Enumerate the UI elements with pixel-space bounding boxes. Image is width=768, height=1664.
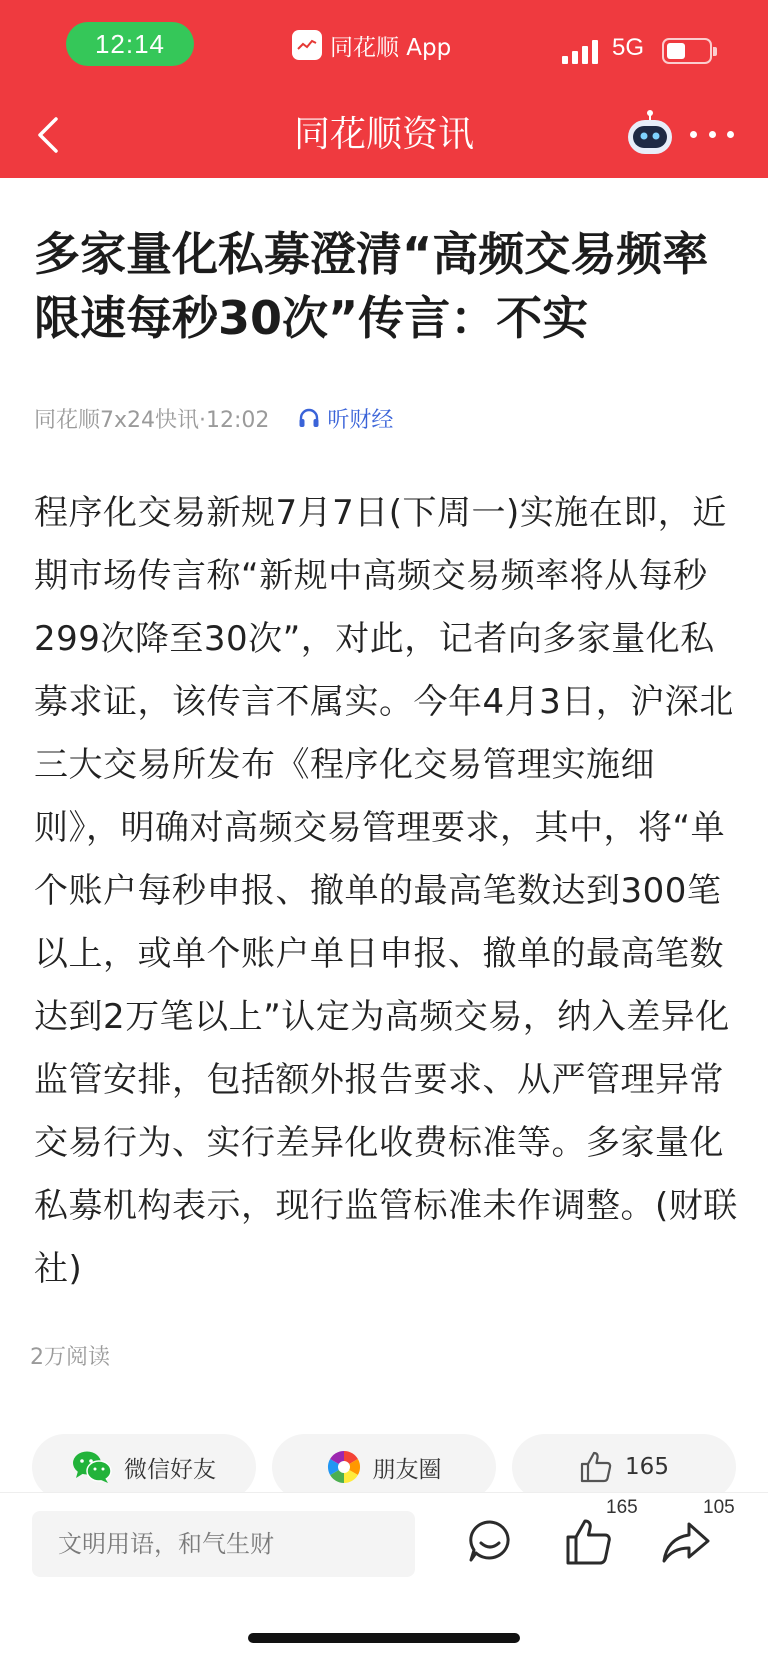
like-button[interactable]: [512, 1434, 736, 1500]
assistant-button[interactable]: [622, 106, 678, 162]
share-moments-button[interactable]: [272, 1434, 496, 1500]
bottom-bar: [0, 1492, 768, 1664]
status-app-name: 同花顺 App: [330, 34, 452, 61]
thumbs-up-icon: [560, 1513, 616, 1569]
article-meta: [34, 400, 393, 436]
signal-icon: [562, 38, 600, 64]
share-wechat-label: 微信好友: [124, 1456, 216, 1483]
article-source: 同花顺7x24快讯·12:02: [34, 407, 270, 433]
chevron-left-icon: [30, 110, 70, 160]
home-indicator[interactable]: [248, 1633, 520, 1643]
status-time[interactable]: 12:14: [66, 22, 194, 66]
more-dots-icon: [690, 131, 697, 138]
read-count: 2万阅读: [30, 1345, 110, 1370]
back-button[interactable]: [30, 110, 70, 160]
headphones-icon: [297, 406, 321, 430]
listen-button[interactable]: [297, 403, 393, 434]
thumbs-up-icon: [579, 1450, 613, 1484]
more-button[interactable]: [690, 122, 734, 146]
app-logo-icon: [292, 30, 322, 60]
comment-icon: [462, 1513, 518, 1569]
page-title: 同花顺资讯: [293, 114, 474, 155]
share-arrow-icon: [658, 1513, 714, 1569]
article-title: 多家量化私募澄清“高频交易频率限速每秒30次”传言：不实: [34, 227, 709, 345]
return-to-app-indicator[interactable]: [292, 28, 451, 62]
comment-button[interactable]: [462, 1513, 518, 1569]
wechat-icon: [72, 1450, 112, 1484]
battery-icon: [662, 38, 712, 64]
network-type: 5G: [612, 34, 645, 61]
comment-input[interactable]: [32, 1511, 415, 1577]
share-count: 105: [703, 1497, 735, 1518]
share-moments-label: 朋友圈: [372, 1456, 442, 1483]
share-button[interactable]: [658, 1513, 714, 1569]
moments-icon: [327, 1450, 361, 1484]
bottom-like-button[interactable]: [560, 1513, 616, 1569]
bottom-like-count: 165: [606, 1497, 638, 1518]
share-wechat-button[interactable]: [32, 1434, 256, 1500]
listen-label: 听财经: [327, 407, 394, 433]
robot-icon: [622, 106, 678, 162]
like-count: 165: [625, 1454, 669, 1480]
article-body: 程序化交易新规7月7日(下周一)实施在即，近期市场传言称“新规中高频交易频率将从每秒299次降至30次”，对此，记者向多家量化私募求证，该传言不属实。今年4月3日，沪深北三大交易所发布《程序化交易管理实施细则》，明确对高频交易管理要求，其中，将“单个账户每秒申报、撤单的最高笔数达到300笔以上，或单个账户单日申报、撤单的最高笔数达到2万笔以上”认定为高频交易，纳入差异化监管安排，包括额外报告要求、从严管理异常交易行为、实行差异化收费标准等。多家量化私募机构表示，现行监管标准未作调整。(财联社): [34, 493, 738, 1289]
